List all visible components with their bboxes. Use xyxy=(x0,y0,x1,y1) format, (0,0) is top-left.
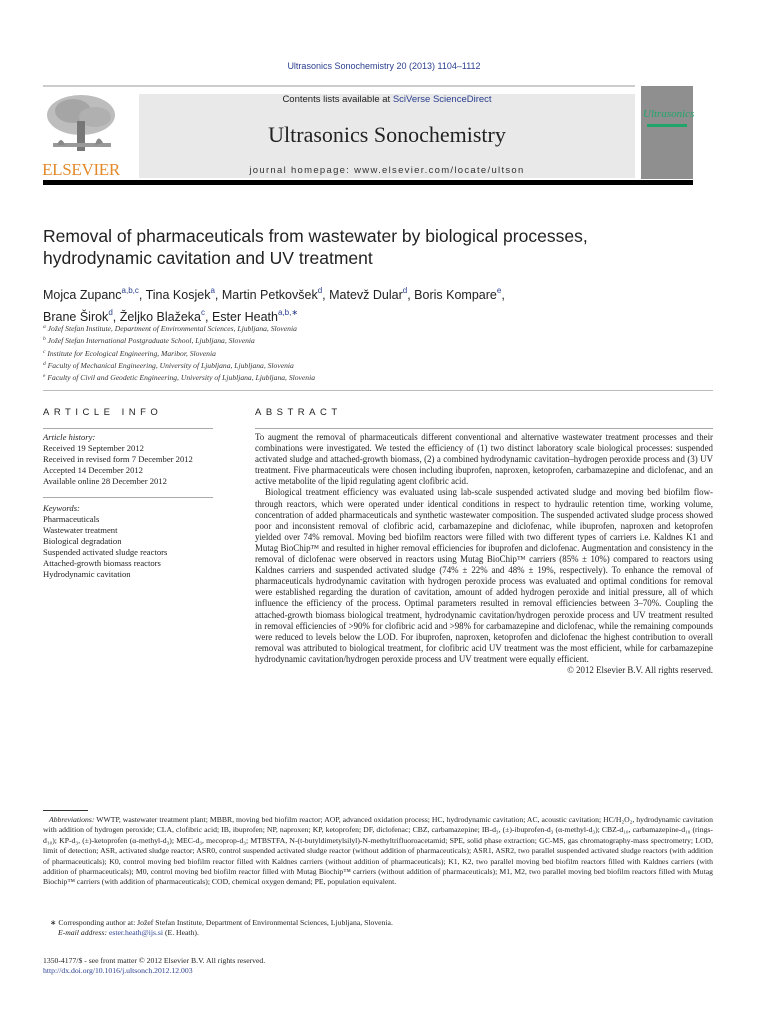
history-item: Received 19 September 2012 xyxy=(43,443,144,453)
author-name[interactable]: Matevž Dular xyxy=(329,288,403,302)
keywords xyxy=(43,503,223,580)
keyword-item: Hydrodynamic cavitation xyxy=(43,569,131,579)
author-name[interactable]: Brane Širok xyxy=(43,310,109,324)
article-info-rule xyxy=(43,428,213,429)
elsevier-tree-icon xyxy=(43,93,119,155)
affiliations xyxy=(43,322,543,383)
author-name[interactable]: Željko Blažeka xyxy=(119,310,202,324)
abstract-heading: ABSTRACT xyxy=(255,407,342,418)
author-name[interactable]: Martin Petkovšek xyxy=(221,288,318,302)
abbreviations-text: WWTP, wastewater treatment plant; MBBR, moving bed biofilm reactor; AOP, advanced oxidation process; HC, hydrodynamic cavitation; AC, acoustic cavitation; HC/H₂O₂, hydrodynamic cavitation with addition of hydrogen peroxide; CLA, clofibric acid; IB, ibuprofen; NP, naproxen; KP, ketoprofen; DF, diclofenac; CBZ, carbamazepine; IB-d₃, (±)-ibuprofen-d₃ (α-methyl-d₃); CBZ-d₁₀, carbamazepine-d₁₀ (rings-d₁₀); KP-d₃, (±)-ketoprofen (α-methyl-d₃); MEC-d₃, mecoprop-d₃; MTBSTFA, N-(t-butyldimetylsilyl)-N-methyltrifluoroacetamid; SPE, solid phase extraction; GC-MS, gas chromatography-mass spectrometry; LOD, limit of detection; ASR, activated sludge reactor; ASR0, control suspended activated sludge reactor (without addition of pharmaceuticals); ASR1, ASR2, two parallel suspended activated sludge reactors (with addition of pharmaceuticals); K0, control moving bed biofilm reactor filled with Kaldnes carriers (without addition of pharmaceuticals); K1, K2, two parallel moving bed biofilm reactors filled with Kaldnes carriers (with addition of pharmaceuticals); M0, control moving bed biofilm reactor filled with Mutag Biochip™ carriers (without addition of pharmaceuticals); M1, M2, two parallel moving bed biofilm reactors filled with Mutag Biochip™ carriers (with addition of pharmaceuticals); COD, chemical oxygen demand; PE, population equivalent. xyxy=(43,815,713,887)
keyword-item: Pharmaceuticals xyxy=(43,514,100,524)
header-bottom-rule xyxy=(43,180,693,185)
author-name[interactable]: Tina Kosjek xyxy=(145,288,211,302)
corresponding-author: ∗ Corresponding author at: Jožef Stefan Institute, Department of Environmental Sciences, Ljubljana, Slovenia. xyxy=(50,918,393,927)
elsevier-logo[interactable] xyxy=(40,93,122,180)
abstract-paragraph-1: To augment the removal of pharmaceuticals different conventional and alternative wastewater treatment processes and their combinations were investigated. We tested the efficiency of (1) two distinct laboratory scale biological processes: suspended activated sludge and attached-growth biomass, (2) a combined hydrodynamic cavitation–hydrogen peroxide process and (3) UV treatment. Five pharmaceuticals were chosen including ibuprofen, naproxen, ketoprofen, carbamazepine and diclofenac, and an active metabolite of the lipid regulating agent clofibric acid. xyxy=(255,432,713,487)
keywords-rule xyxy=(43,497,213,498)
journal-reference[interactable]: Ultrasonics Sonochemistry 20 (2013) 1104–1112 xyxy=(287,61,481,71)
abbreviations-footnote xyxy=(43,815,713,888)
article-title xyxy=(43,225,723,269)
keywords-label: Keywords: xyxy=(43,503,80,513)
affiliation-item: $^c$ Institute for Ecological Engineering, Maribor, Slovenia xyxy=(43,348,216,358)
article-title-line-2: hydrodynamic cavitation and UV treatment xyxy=(43,248,373,268)
email-link[interactable]: ester.heath@ijs.si xyxy=(108,928,164,938)
author-name[interactable]: Mojca Zupanc xyxy=(43,288,122,302)
keyword-item: Biological degradation xyxy=(43,536,122,546)
footnote-rule xyxy=(43,810,88,811)
author-name[interactable]: Ester Heath xyxy=(211,310,278,324)
history-item: Received in revised form 7 December 2012 xyxy=(43,454,193,464)
section-divider xyxy=(43,390,713,391)
elsevier-wordmark: ELSEVIER xyxy=(42,160,120,179)
abstract-paragraph-2: Biological treatment efficiency was evaluated using lab-scale suspended activated sludge and moving bed biofilm flow-through reactors, which were operated under identical conditions in respect to hydraulic retention time, working volume, concentration of added pharmaceuticals and synthetic wastewater composition. The suspended activated sludge process showed poor and inconsistent removal of clofibric acid, carbamazepine and diclofenac, while ibuprofen, naproxen and ketoprofen yielded over 74% removal. Moving bed biofilm reactors were filled with two different types of carriers i.e. Kaldnes K1 and Mutag BioChip™ and resulted in higher removal efficiencies for ibuprofen and diclofenac. Augmentation and consistency in the removal of diclofenac were observed in reactors using Mutag BioChip™ carriers (85% ± 10%) compared to reactors using Kaldnes carriers and suspended activated sludge (74% ± 22% and 48% ± 19%, respectively). To enhance the removal of pharmaceuticals hydrodynamic cavitation with hydrogen peroxide process was evaluated and optimal conditions for removal were established regarding the duration of cavitation, amount of added hydrogen peroxide and initial pressure, all of which influence the efficiency of the process. Optimal parameters resulted in removal efficiencies between 3–70%. Coupling the attached-growth biomass biological treatment, hydrodynamic cavitation/hydrogen peroxide process and UV treatment resulted in removal efficiencies of >90% for clofibric acid and >98% for carbamazepine and diclofenac, while the remaining compounds were reduced to levels below the LOD. For ibuprofen, naproxen, ketoprofen and diclofenac the highest contribution to overall removal was attributed to biological treatment, for clofibric acid UV treatment was the most efficient, while for carbamazepine hydrodynamic cavitation/hydrogen peroxide process and UV treatment were equally efficient. xyxy=(255,487,713,664)
journal-banner xyxy=(139,94,635,178)
affiliation-item: $^e$ Faculty of Civil and Geodetic Engineering, University of Ljubljana, Ljubljana, Slovenia xyxy=(43,373,316,383)
article-title-line-1: Removal of pharmaceuticals from wastewater by biological processes, xyxy=(43,226,588,246)
abstract-body xyxy=(255,432,713,676)
abstract-copyright: © 2012 Elsevier B.V. All rights reserved. xyxy=(567,664,713,675)
author-affil-sup[interactable]: d xyxy=(317,286,323,295)
journal-homepage-link[interactable]: journal homepage: www.elsevier.com/locate/ultson xyxy=(249,165,525,176)
cover-bar xyxy=(647,124,687,127)
keyword-item: Wastewater treatment xyxy=(43,525,118,535)
abstract-rule xyxy=(255,428,713,429)
bottom-matter xyxy=(43,956,265,977)
affiliation-item: $^d$ Faculty of Mechanical Engineering, University of Ljubljana, Ljubljana, Slovenia xyxy=(43,360,294,370)
email-line xyxy=(50,928,710,938)
article-history xyxy=(43,432,223,487)
journal-cover-thumbnail[interactable] xyxy=(641,86,693,179)
email-suffix: (E. Heath). xyxy=(163,928,199,938)
author-affil-sup[interactable]: d xyxy=(108,308,113,317)
doi-link[interactable]: http://dx.doi.org/10.1016/j.ultsonch.2012.12.003 xyxy=(43,966,193,976)
author-affil-sup[interactable]: d xyxy=(402,286,408,295)
cover-title: Ultrasonics xyxy=(643,108,695,120)
article-history-label: Article history: xyxy=(43,432,96,442)
author-affil-sup[interactable]: c xyxy=(201,308,206,317)
contents-prefix: Contents lists available at xyxy=(282,94,393,105)
journal-title: Ultrasonics Sonochemistry xyxy=(268,122,506,147)
author-affil-sup[interactable]: a,b,c xyxy=(121,286,139,295)
author-affil-sup[interactable]: a xyxy=(210,286,215,295)
author-affil-sup[interactable]: e xyxy=(496,286,502,295)
author-list xyxy=(43,282,723,326)
history-item: Available online 28 December 2012 xyxy=(43,476,167,486)
author-affil-sup[interactable]: a,b,∗ xyxy=(277,308,299,317)
contents-line xyxy=(139,94,635,105)
history-item: Accepted 14 December 2012 xyxy=(43,465,143,475)
corresponding-author-footnote xyxy=(50,918,710,939)
article-info-heading: ARTICLE INFO xyxy=(43,407,163,418)
header-top-rule xyxy=(43,85,635,87)
author-name[interactable]: Boris Kompare xyxy=(414,288,497,302)
keyword-item: Suspended activated sludge reactors xyxy=(43,547,168,557)
sciencedirect-link[interactable]: SciVerse ScienceDirect xyxy=(392,94,492,105)
email-label: E-mail address: xyxy=(58,928,108,938)
abbreviations-label: Abbreviations: xyxy=(48,815,95,824)
author-line-2: Brane Širok$^d$, Željko Blažeka$^c$, Ester Heath$^{a,b,∗}$ xyxy=(43,308,299,324)
keyword-item: Attached-growth biomass reactors xyxy=(43,558,161,568)
affiliation-item: $^b$ Jožef Stefan International Postgraduate School, Ljubljana, Slovenia xyxy=(43,336,255,346)
author-line-1: Mojca Zupanc$^{a,b,c}$, Tina Kosjek$^a$, Martin Petkovšek$^d$, Matevž Dular$^d$, Boris Kompare$^e$, xyxy=(43,286,505,302)
issn-line: 1350-4177/$ - see front matter © 2012 Elsevier B.V. All rights reserved. xyxy=(43,956,266,965)
affiliation-item: $^a$ Jožef Stefan Institute, Department of Environmental Sciences, Ljubljana, Slovenia xyxy=(43,324,297,333)
